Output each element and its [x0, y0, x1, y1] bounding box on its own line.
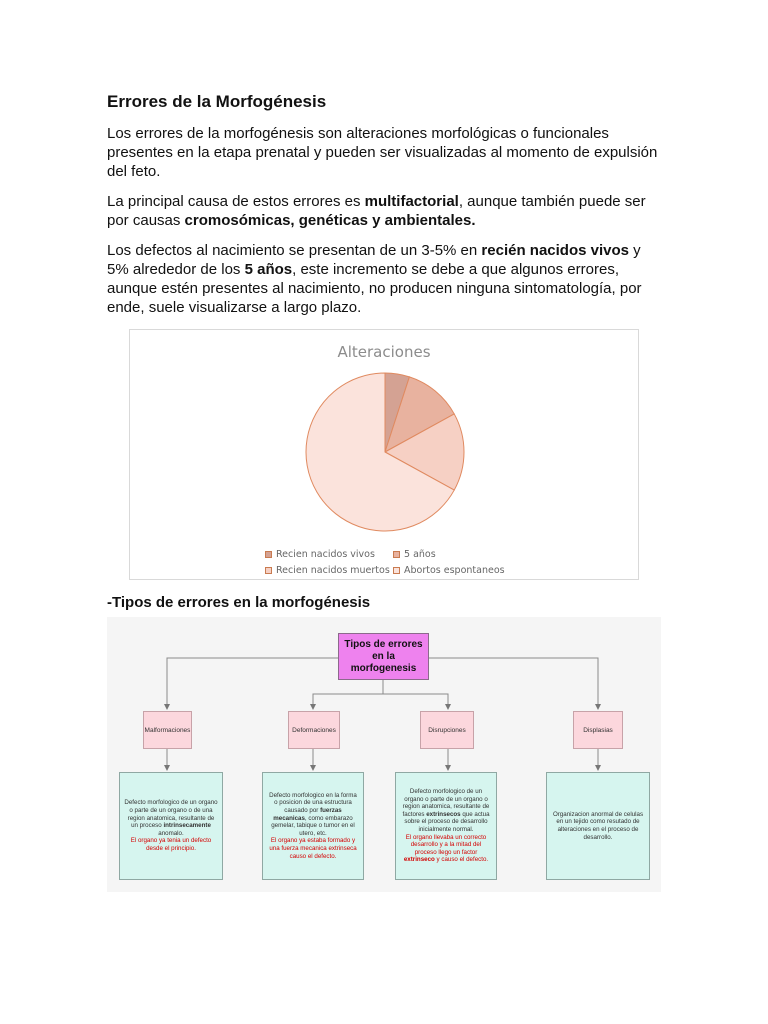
defects-text-3: , este incremento se debe a que algunos errores, aunque estén presentes al nacimiento, no producen ninguna sintomatología, por ende, suele visualizarse a largo plazo. [107, 261, 642, 316]
desc-black: Defecto morfologico de un organo o parte de un organo o de una region anatomica, resultante de un proceso [124, 799, 218, 830]
section-title: -Tipos de errores en la morfogénesis [107, 594, 371, 611]
defects-text-1: Los defectos al nacimiento se presentan de un 3-5% en [107, 242, 482, 259]
desc-disrupciones [395, 772, 497, 880]
cause-paragraph [107, 192, 662, 230]
desc-bold: fuerzas mecanicas [273, 807, 342, 822]
legend-label: Recien nacidos muertos [276, 565, 390, 576]
cause-bold-1: multifactorial [364, 193, 459, 210]
legend-item [393, 565, 505, 576]
pie-chart [129, 329, 639, 580]
desc-black: Defecto morfologico de un organo o parte de un organo o region anatomica, resultante de factores [402, 788, 490, 818]
legend-item [265, 565, 390, 576]
desc-text: Organizacion anormal de celulas en un tejido como resutado de alteraciones en el proceso de desarrollo. [552, 810, 644, 841]
cause-text-2: , aunque también puede ser por causas [107, 193, 646, 229]
desc-deformaciones [262, 772, 364, 880]
legend-swatch [393, 551, 400, 558]
desc-text [400, 788, 492, 834]
desc-bold: extrinsecos [426, 810, 461, 818]
page-title: Errores de la Morfogénesis [107, 92, 327, 111]
desc-bold: intrinsecamente [163, 822, 211, 830]
desc-red-text: El organo llevaba un correcto desarrollo y a la mitad del proceso llego un factor [405, 833, 487, 856]
desc-red: El organo ya estaba formado y una fuerza mecanica extrinseca causo el defecto. [269, 837, 357, 860]
desc-text [124, 799, 218, 837]
cause-bold-2: cromosómicas, genéticas y ambientales. [184, 212, 476, 229]
pie-chart-svg [130, 330, 638, 579]
type-node-deformaciones: Deformaciones [288, 711, 340, 749]
defects-bold-1: recién nacidos vivos [481, 242, 629, 259]
legend-swatch [265, 551, 272, 558]
desc-red-text-2: y causo el defecto. [434, 856, 489, 864]
legend-label: Abortos espontaneos [404, 565, 505, 576]
intro-paragraph: Los errores de la morfogénesis son alteraciones morfológicas o funcionales presentes en la etapa prenatal y pueden ser visualizadas al momento de expulsión del feto. [107, 125, 658, 180]
legend-label: 5 años [404, 549, 436, 560]
desc-text [267, 792, 359, 838]
concept-map [107, 617, 661, 892]
desc-red [400, 834, 492, 864]
defects-paragraph [107, 241, 662, 317]
desc-red-bold: extrinseco [403, 856, 435, 864]
desc-black-2: que actua sobre el proceso de desarrollo inicialmente normal. [404, 810, 490, 833]
desc-malformaciones [119, 772, 223, 880]
legend-label: Recien nacidos vivos [276, 549, 375, 560]
type-node-displasias: Displasias [573, 711, 623, 749]
desc-black-2: anomalo. [158, 829, 184, 837]
root-node: Tipos de errores en la morfogenesis [338, 633, 429, 680]
chart-title: Alteraciones [337, 343, 431, 361]
legend-swatch [393, 567, 400, 574]
desc-black: Defecto morfologico en la forma o posicion de una estructura causado por [269, 791, 357, 815]
desc-red: El organo ya tenia un defecto desde el principio. [130, 837, 212, 852]
defects-bold-2: 5 años [244, 261, 293, 278]
type-node-disrupciones: Disrupciones [420, 711, 474, 749]
legend-swatch [265, 567, 272, 574]
type-node-malformaciones: Malformaciones [143, 711, 192, 749]
legend-item [265, 549, 375, 560]
desc-black-2: , como embarazo gemelar, tabique o tumor en el utero, etc. [271, 814, 355, 837]
defects-text-2: y 5% alrededor de los [107, 242, 641, 278]
desc-displasias [546, 772, 650, 880]
legend-item [393, 549, 436, 560]
cause-text-1: La principal causa de estos errores es [107, 193, 365, 210]
